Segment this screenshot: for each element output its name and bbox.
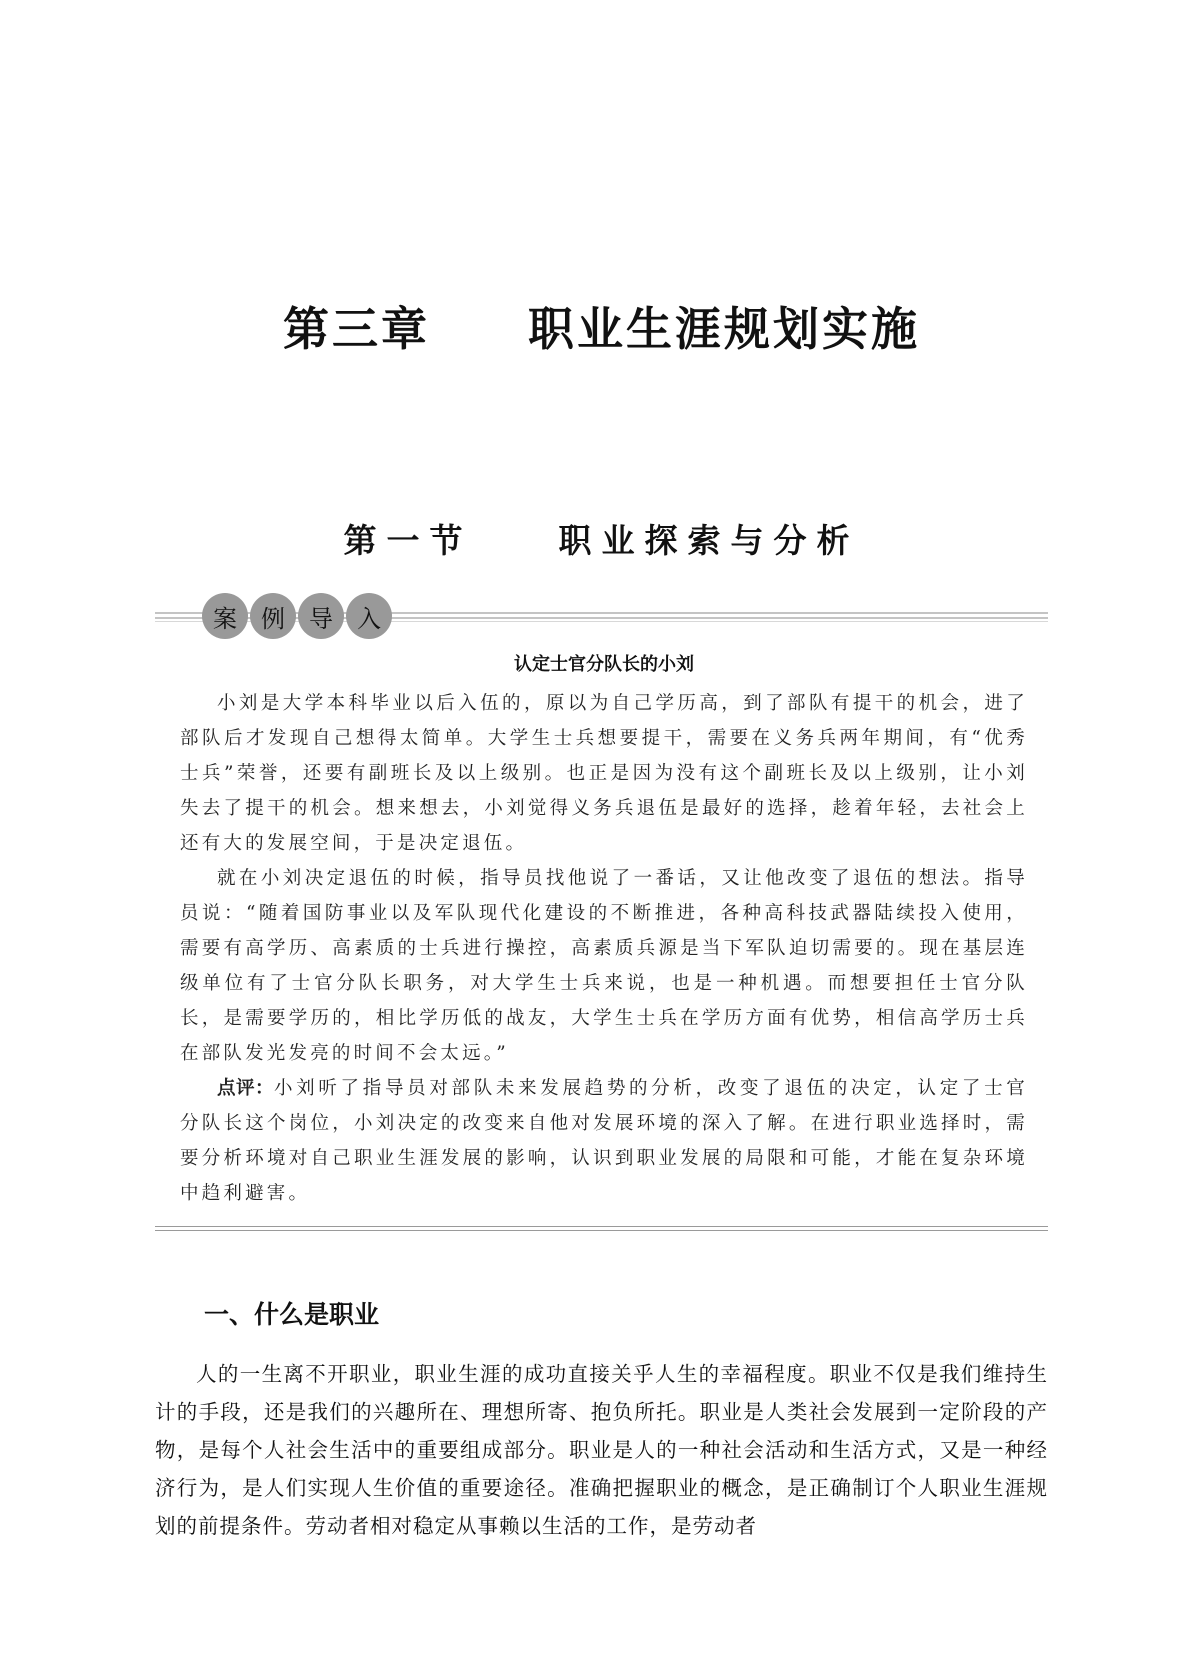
section-title: 第一节 职业探索与分析 [343, 521, 860, 561]
case-intro-badge: 导 [298, 593, 344, 639]
case-study-box [180, 650, 1028, 1211]
case-intro-badge: 例 [250, 593, 296, 639]
case-comment [180, 1071, 1028, 1211]
divider-line [155, 1226, 1048, 1227]
body-text [155, 1355, 1048, 1545]
subsection-heading: 一、什么是职业 [204, 1300, 380, 1329]
comment-label: 点评： [217, 1078, 274, 1099]
divider-line [155, 1230, 1048, 1231]
case-paragraph: 小刘是大学本科毕业以后入伍的，原以为自己学历高，到了部队有提干的机会，进了部队后才发现自己想得太简单。大学生士兵想要提干，需要在义务兵两年期间，有“优秀士兵”荣誉，还要有副班长及以上级别。也正是因为没有这个副班长及以上级别，让小刘失去了提干的机会。想来想去，小刘觉得义务兵退伍是最好的选择，趁着年轻，去社会上还有大的发展空间，于是决定退伍。 [180, 693, 1028, 854]
case-paragraph: 就在小刘决定退伍的时候，指导员找他说了一番话，又让他改变了退伍的想法。指导员说：“随着国防事业以及军队现代化建设的不断推进，各种高科技武器陆续投入使用，需要有高学历、高素质的士兵进行操控，高素质兵源是当下军队迫切需要的。现在基层连级单位有了士官分队长职务，对大学生士兵来说，也是一种机遇。而想要担任士官分队长，是需要学历的，相比学历低的战友，大学生士兵在学历方面有优势，相信高学历士兵在部队发光发亮的时间不会太远。” [180, 868, 1028, 1064]
case-intro-banner [155, 593, 1048, 643]
comment-text: 小刘听了指导员对部队未来发展趋势的分析，改变了退伍的决定，认定了士官分队长这个岗位，小刘决定的改变来自他对发展环境的深入了解。在进行职业选择时，需要分析环境对自己职业生涯发展的影响，认识到职业发展的局限和可能，才能在复杂环境中趋利避害。 [180, 1078, 1028, 1204]
case-intro-badge: 入 [346, 593, 392, 639]
case-title: 认定士官分队长的小刘 [514, 654, 694, 675]
body-paragraph: 人的一生离不开职业，职业生涯的成功直接关乎人生的幸福程度。职业不仅是我们维持生计的手段，还是我们的兴趣所在、理想所寄、抱负所托。职业是人类社会发展到一定阶段的产物，是每个人社会生活中的重要组成部分。职业是人的一种社会活动和生活方式，又是一种经济行为，是人们实现人生价值的重要途径。准确把握职业的概念，是正确制订个人职业生涯规划的前提条件。劳动者相对稳定从事赖以生活的工作，是劳动者 [155, 1362, 1048, 1538]
chapter-title: 第三章 职业生涯规划实施 [283, 301, 920, 356]
case-end-divider [155, 1226, 1048, 1233]
case-intro-badge: 案 [202, 593, 248, 639]
case-intro-badges [202, 593, 394, 639]
